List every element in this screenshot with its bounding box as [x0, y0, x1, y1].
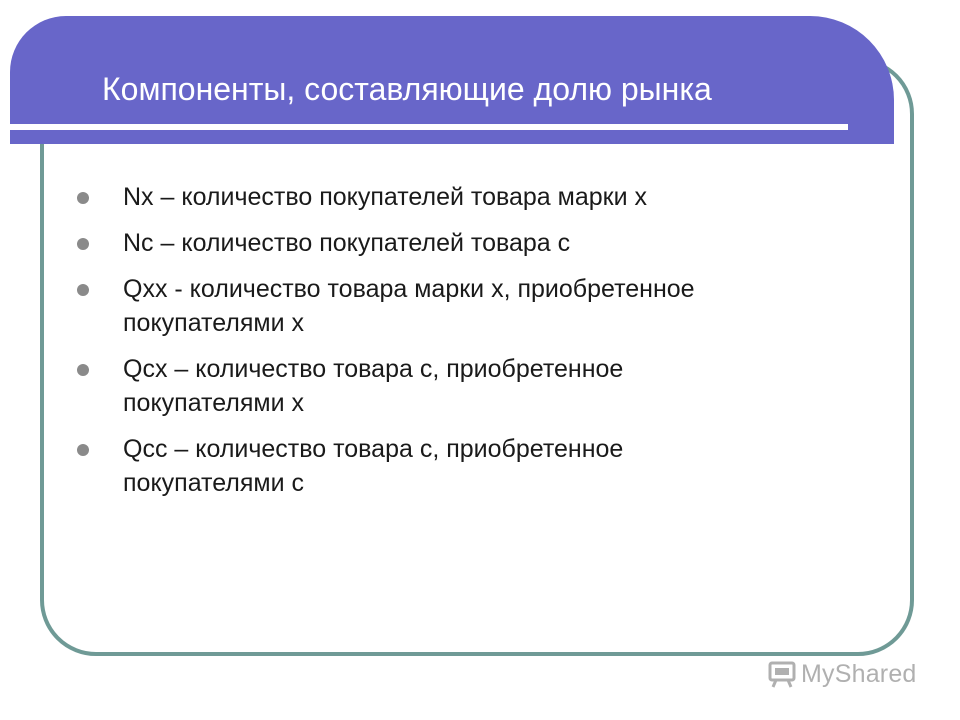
myshared-logo-icon — [767, 659, 797, 689]
bullet-dot-icon — [77, 192, 89, 204]
slide-title: Компоненты, составляющие долю рынка — [102, 71, 712, 107]
bullet-item-qcc — [77, 432, 877, 500]
title-underline — [10, 124, 848, 130]
bullet-text: Qcx – количество товара c, приобретенное — [123, 355, 624, 383]
bullet-list — [77, 180, 877, 512]
bullet-item-qcx — [77, 352, 877, 420]
bullet-text: Nc – количество покупателей товара c — [123, 229, 571, 257]
bullet-text: Qcc – количество товара c, приобретенное — [123, 435, 624, 463]
bullet-dot-icon — [77, 284, 89, 296]
bullet-dot-icon — [77, 364, 89, 376]
bullet-text: Nx – количество покупателей товара марки x — [123, 183, 647, 211]
bullet-text-continued: покупателями x — [123, 309, 305, 337]
watermark-text: MyShared — [801, 659, 917, 688]
bullet-text-continued: покупателями c — [123, 469, 305, 497]
myshared-watermark — [767, 656, 917, 692]
bullet-dot-icon — [77, 238, 89, 250]
bullet-item-nx — [77, 180, 877, 214]
bullet-text-continued: покупателями x — [123, 389, 305, 417]
bullet-text: Qxx - количество товара марки x, приобретенное — [123, 275, 695, 303]
bullet-dot-icon — [77, 444, 89, 456]
bullet-item-qxx — [77, 272, 877, 340]
bullet-item-nc — [77, 226, 877, 260]
